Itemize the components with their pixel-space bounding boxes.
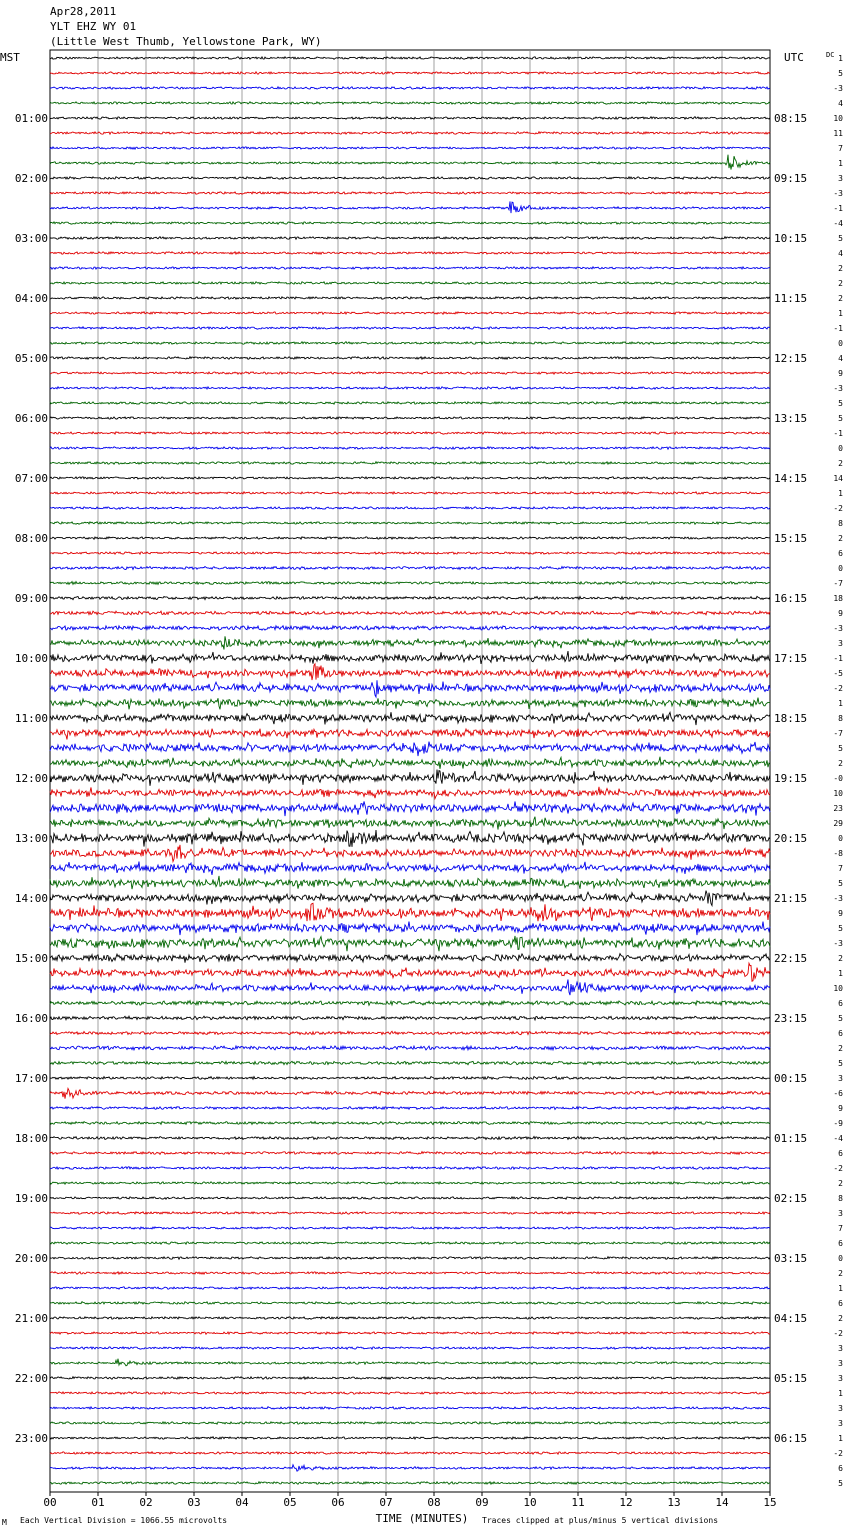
dc-offset-label: 3 bbox=[838, 1074, 843, 1083]
seismic-trace bbox=[50, 1077, 770, 1080]
seismic-trace bbox=[50, 582, 770, 585]
mst-hour-label: 05:00 bbox=[14, 352, 48, 365]
utc-hour-label: 12:15 bbox=[774, 352, 808, 365]
dc-offset-label: -6 bbox=[833, 1089, 843, 1098]
x-tick-label: 09 bbox=[475, 1496, 489, 1509]
mst-hour-label: 11:00 bbox=[14, 712, 48, 725]
seismic-trace bbox=[50, 132, 770, 135]
dc-offset-label: 5 bbox=[838, 234, 843, 243]
seismic-trace bbox=[50, 1465, 770, 1471]
mst-hour-label: 22:00 bbox=[14, 1372, 48, 1385]
seismic-trace bbox=[50, 1197, 770, 1199]
utc-hour-label: 23:15 bbox=[774, 1012, 808, 1025]
utc-hour-label: 22:15 bbox=[774, 952, 808, 965]
seismic-trace bbox=[50, 282, 770, 285]
station-location: (Little West Thumb, Yellowstone Park, WY) bbox=[50, 35, 322, 48]
dc-offset-label: -5 bbox=[833, 669, 843, 678]
seismic-trace bbox=[50, 963, 770, 981]
seismic-trace bbox=[50, 522, 770, 525]
seismic-trace bbox=[50, 936, 770, 951]
x-tick-label: 04 bbox=[235, 1496, 249, 1509]
plot-date: Apr28,2011 bbox=[50, 5, 117, 18]
scale-note: Each Vertical Division = 1066.55 microvolts bbox=[20, 1516, 228, 1525]
dc-offset-label: 1 bbox=[838, 1389, 843, 1398]
dc-offset-label: -1 bbox=[833, 324, 843, 333]
seismic-trace bbox=[50, 87, 770, 89]
dc-label: DC bbox=[826, 51, 835, 59]
mst-hour-label: 09:00 bbox=[14, 592, 48, 605]
mst-hour-label: 08:00 bbox=[14, 532, 48, 545]
seismic-trace bbox=[50, 1332, 770, 1335]
x-tick-label: 07 bbox=[379, 1496, 393, 1509]
seismic-trace bbox=[50, 237, 770, 240]
seismic-trace bbox=[50, 953, 770, 962]
seismic-trace bbox=[50, 1407, 770, 1410]
seismic-trace bbox=[50, 1122, 770, 1125]
seismic-trace bbox=[50, 492, 770, 494]
dc-offset-label: -3 bbox=[833, 624, 843, 633]
utc-axis-label: UTC bbox=[784, 51, 804, 64]
dc-offset-label: 10 bbox=[833, 789, 843, 798]
plot-frame bbox=[50, 50, 770, 1492]
utc-hour-label: 04:15 bbox=[774, 1312, 808, 1325]
seismic-trace bbox=[50, 1001, 770, 1006]
seismic-trace bbox=[50, 1167, 770, 1170]
utc-hour-label: 14:15 bbox=[774, 472, 808, 485]
seismic-trace bbox=[50, 1016, 770, 1020]
mst-hour-label: 03:00 bbox=[14, 232, 48, 245]
dc-offset-label: 9 bbox=[838, 909, 843, 918]
dc-offset-label: 2 bbox=[838, 294, 843, 303]
dc-offset-label: -2 bbox=[833, 1449, 843, 1458]
dc-offset-label: -9 bbox=[833, 1119, 843, 1128]
seismic-trace bbox=[50, 636, 770, 649]
dc-offset-label: 4 bbox=[838, 354, 843, 363]
seismic-trace bbox=[50, 862, 770, 875]
x-tick-label: 03 bbox=[187, 1496, 201, 1509]
dc-offset-label: 2 bbox=[838, 759, 843, 768]
dc-offset-label: 10 bbox=[833, 114, 843, 123]
dc-offset-label: 5 bbox=[838, 1059, 843, 1068]
mst-hour-label: 16:00 bbox=[14, 1012, 48, 1025]
seismic-trace bbox=[50, 1287, 770, 1289]
x-tick-label: 08 bbox=[427, 1496, 441, 1509]
utc-hour-label: 15:15 bbox=[774, 532, 808, 545]
seismic-trace bbox=[50, 729, 770, 740]
dc-offset-label: 6 bbox=[838, 1029, 843, 1038]
dc-offset-label: 9 bbox=[838, 369, 843, 378]
dc-offset-label: 4 bbox=[838, 249, 843, 258]
dc-offset-label: 5 bbox=[838, 1479, 843, 1488]
utc-hour-label: 00:15 bbox=[774, 1072, 808, 1085]
seismic-trace bbox=[50, 417, 770, 420]
dc-offset-label: 14 bbox=[833, 474, 843, 483]
mst-hour-label: 17:00 bbox=[14, 1072, 48, 1085]
dc-offset-label: 11 bbox=[833, 129, 843, 138]
seismic-trace bbox=[50, 297, 770, 299]
dc-offset-label: 5 bbox=[838, 924, 843, 933]
seismic-trace bbox=[50, 1452, 770, 1454]
dc-offset-label: 6 bbox=[838, 549, 843, 558]
seismic-trace bbox=[50, 312, 770, 315]
seismic-trace bbox=[50, 1107, 770, 1110]
seismic-trace bbox=[50, 537, 770, 540]
seismic-trace bbox=[50, 252, 770, 254]
seismic-trace bbox=[50, 1257, 770, 1260]
dc-offset-label: 5 bbox=[838, 879, 843, 888]
dc-offset-label: -8 bbox=[833, 849, 843, 858]
dc-offset-label: 6 bbox=[838, 1239, 843, 1248]
dc-offset-label: -3 bbox=[833, 894, 843, 903]
mst-hour-label: 18:00 bbox=[14, 1132, 48, 1145]
seismic-trace bbox=[50, 372, 770, 374]
dc-offset-label: 0 bbox=[838, 444, 843, 453]
seismic-trace bbox=[50, 1347, 770, 1349]
seismic-trace bbox=[50, 596, 770, 599]
seismic-trace bbox=[50, 102, 770, 104]
seismic-trace bbox=[50, 387, 770, 390]
x-tick-label: 06 bbox=[331, 1496, 345, 1509]
seismic-trace bbox=[50, 817, 770, 830]
dc-offset-label: 0 bbox=[838, 564, 843, 573]
x-tick-label: 00 bbox=[43, 1496, 57, 1509]
seismic-trace bbox=[50, 1302, 770, 1305]
seismic-trace bbox=[50, 903, 770, 921]
dc-offset-label: -1 bbox=[833, 429, 843, 438]
dc-offset-label: -3 bbox=[833, 384, 843, 393]
dc-offset-label: -2 bbox=[833, 684, 843, 693]
dc-offset-label: 3 bbox=[838, 174, 843, 183]
dc-offset-label: 1 bbox=[838, 309, 843, 318]
seismic-trace bbox=[50, 552, 770, 555]
seismic-trace bbox=[50, 922, 770, 936]
mst-hour-label: 19:00 bbox=[14, 1192, 48, 1205]
seismic-trace bbox=[50, 1227, 770, 1230]
dc-offset-label: 6 bbox=[838, 999, 843, 1008]
x-tick-label: 10 bbox=[523, 1496, 537, 1509]
dc-offset-label: 1 bbox=[838, 1284, 843, 1293]
mst-hour-label: 21:00 bbox=[14, 1312, 48, 1325]
dc-offset-label: -3 bbox=[833, 939, 843, 948]
seismic-trace bbox=[50, 801, 770, 816]
dc-offset-label: 3 bbox=[838, 1209, 843, 1218]
x-tick-label: 12 bbox=[619, 1496, 633, 1509]
dc-offset-label: 2 bbox=[838, 534, 843, 543]
mst-hour-label: 07:00 bbox=[14, 472, 48, 485]
dc-offset-label: 5 bbox=[838, 414, 843, 423]
dc-offset-label: 7 bbox=[838, 864, 843, 873]
seismic-trace bbox=[50, 698, 770, 710]
corner-mark: M bbox=[2, 1518, 7, 1527]
utc-hour-label: 03:15 bbox=[774, 1252, 808, 1265]
dc-offset-label: 5 bbox=[838, 744, 843, 753]
x-tick-label: 13 bbox=[667, 1496, 681, 1509]
seismic-trace bbox=[50, 192, 770, 195]
dc-offset-label: 3 bbox=[838, 1404, 843, 1413]
seismic-trace bbox=[50, 342, 770, 345]
seismic-trace bbox=[50, 611, 770, 615]
dc-offset-label: -2 bbox=[833, 1164, 843, 1173]
seismic-trace bbox=[50, 830, 770, 847]
seismic-trace bbox=[50, 402, 770, 404]
utc-hour-label: 20:15 bbox=[774, 832, 808, 845]
mst-hour-label: 06:00 bbox=[14, 412, 48, 425]
mst-axis-label: MST bbox=[0, 51, 20, 64]
utc-hour-label: 18:15 bbox=[774, 712, 808, 725]
seismic-trace bbox=[50, 876, 770, 889]
mst-hour-label: 13:00 bbox=[14, 832, 48, 845]
seismic-trace bbox=[50, 770, 770, 786]
x-tick-label: 02 bbox=[139, 1496, 153, 1509]
seismic-trace bbox=[50, 477, 770, 479]
x-tick-label: 15 bbox=[763, 1496, 777, 1509]
dc-offset-label: 0 bbox=[838, 1254, 843, 1263]
seismic-trace bbox=[50, 567, 770, 570]
dc-offset-label: 1 bbox=[838, 1434, 843, 1443]
dc-offset-label: 1 bbox=[838, 489, 843, 498]
dc-offset-label: 1 bbox=[838, 699, 843, 708]
seismic-trace bbox=[50, 117, 770, 120]
mst-hour-label: 14:00 bbox=[14, 892, 48, 905]
seismic-trace bbox=[50, 626, 770, 631]
seismic-trace bbox=[50, 845, 770, 862]
dc-offset-label: 0 bbox=[838, 834, 843, 843]
dc-offset-label: -7 bbox=[833, 729, 843, 738]
x-tick-label: 05 bbox=[283, 1496, 297, 1509]
seismic-trace bbox=[50, 177, 770, 179]
mst-hour-label: 12:00 bbox=[14, 772, 48, 785]
dc-offset-label: -3 bbox=[833, 189, 843, 198]
seismic-trace bbox=[50, 447, 770, 450]
seismic-trace bbox=[50, 742, 770, 757]
seismic-trace bbox=[50, 1031, 770, 1034]
dc-offset-label: 18 bbox=[833, 594, 843, 603]
dc-offset-label: 5 bbox=[838, 1014, 843, 1023]
utc-hour-label: 21:15 bbox=[774, 892, 808, 905]
seismic-trace bbox=[50, 155, 770, 170]
x-tick-label: 11 bbox=[571, 1496, 585, 1509]
dc-offset-label: 9 bbox=[838, 1104, 843, 1113]
seismic-trace bbox=[50, 327, 770, 329]
seismic-trace bbox=[50, 1272, 770, 1274]
seismic-trace bbox=[50, 651, 770, 664]
dc-offset-label: 1 bbox=[838, 54, 843, 63]
seismic-trace bbox=[50, 507, 770, 509]
dc-offset-label: -7 bbox=[833, 579, 843, 588]
dc-offset-label: -0 bbox=[833, 774, 843, 783]
mst-hour-label: 20:00 bbox=[14, 1252, 48, 1265]
utc-hour-label: 13:15 bbox=[774, 412, 808, 425]
seismic-trace bbox=[50, 1482, 770, 1485]
dc-offset-label: 2 bbox=[838, 1269, 843, 1278]
seismic-trace bbox=[50, 57, 770, 60]
seismic-trace bbox=[50, 267, 770, 269]
utc-hour-label: 19:15 bbox=[774, 772, 808, 785]
dc-offset-label: -3 bbox=[833, 84, 843, 93]
dc-offset-label: 2 bbox=[838, 1179, 843, 1188]
dc-offset-label: 3 bbox=[838, 1359, 843, 1368]
dc-offset-label: 3 bbox=[838, 639, 843, 648]
dc-offset-label: 2 bbox=[838, 1044, 843, 1053]
seismic-trace bbox=[50, 980, 770, 996]
dc-offset-label: -1 bbox=[833, 204, 843, 213]
dc-offset-label: 3 bbox=[838, 1374, 843, 1383]
dc-offset-label: 4 bbox=[838, 99, 843, 108]
dc-offset-label: 3 bbox=[838, 1344, 843, 1353]
dc-offset-label: 8 bbox=[838, 519, 843, 528]
seismic-trace bbox=[50, 787, 770, 799]
clip-note: Traces clipped at plus/minus 5 vertical divisions bbox=[482, 1516, 719, 1525]
dc-offset-label: 5 bbox=[838, 69, 843, 78]
dc-offset-label: 2 bbox=[838, 1314, 843, 1323]
x-axis-title: TIME (MINUTES) bbox=[375, 1512, 469, 1525]
dc-offset-label: -1 bbox=[833, 654, 843, 663]
dc-offset-label: 2 bbox=[838, 954, 843, 963]
mst-hour-label: 15:00 bbox=[14, 952, 48, 965]
dc-offset-label: 6 bbox=[838, 1464, 843, 1473]
dc-offset-label: 3 bbox=[838, 1419, 843, 1428]
seismic-trace bbox=[50, 1422, 770, 1424]
dc-offset-label: 2 bbox=[838, 459, 843, 468]
utc-hour-label: 05:15 bbox=[774, 1372, 808, 1385]
dc-offset-label: 2 bbox=[838, 264, 843, 273]
utc-hour-label: 11:15 bbox=[774, 292, 808, 305]
dc-offset-label: 8 bbox=[838, 1194, 843, 1203]
station-code: YLT EHZ WY 01 bbox=[50, 20, 137, 33]
dc-offset-label: 23 bbox=[833, 804, 843, 813]
dc-offset-label: 7 bbox=[838, 1224, 843, 1233]
seismic-trace bbox=[50, 222, 770, 224]
dc-offset-label: 29 bbox=[833, 819, 843, 828]
dc-offset-label: 0 bbox=[838, 339, 843, 348]
utc-hour-label: 08:15 bbox=[774, 112, 808, 125]
dc-offset-label: 6 bbox=[838, 1299, 843, 1308]
x-tick-label: 01 bbox=[91, 1496, 105, 1509]
seismic-trace bbox=[50, 1377, 770, 1380]
utc-hour-label: 01:15 bbox=[774, 1132, 808, 1145]
dc-offset-label: 5 bbox=[838, 399, 843, 408]
seismic-trace bbox=[50, 1137, 770, 1140]
dc-offset-label: 6 bbox=[838, 1149, 843, 1158]
seismic-trace bbox=[50, 1317, 770, 1320]
dc-offset-label: 1 bbox=[838, 969, 843, 978]
dc-offset-label: -4 bbox=[833, 219, 843, 228]
seismic-trace bbox=[50, 72, 770, 75]
seismic-trace bbox=[50, 147, 770, 149]
utc-hour-label: 16:15 bbox=[774, 592, 808, 605]
mst-hour-label: 04:00 bbox=[14, 292, 48, 305]
utc-hour-label: 09:15 bbox=[774, 172, 808, 185]
seismic-trace bbox=[50, 1359, 770, 1366]
seismic-trace bbox=[50, 1392, 770, 1394]
seismic-trace bbox=[50, 1182, 770, 1185]
seismic-trace bbox=[50, 1152, 770, 1155]
seismic-trace bbox=[50, 357, 770, 360]
dc-offset-label: 9 bbox=[838, 609, 843, 618]
seismic-trace bbox=[50, 680, 770, 697]
x-tick-label: 14 bbox=[715, 1496, 729, 1509]
seismic-trace bbox=[50, 201, 770, 213]
dc-offset-label: 1 bbox=[838, 159, 843, 168]
seismic-trace bbox=[50, 432, 770, 434]
dc-offset-label: 2 bbox=[838, 279, 843, 288]
mst-hour-label: 01:00 bbox=[14, 112, 48, 125]
seismic-trace bbox=[50, 462, 770, 465]
seismic-trace bbox=[50, 1088, 770, 1098]
seismic-trace bbox=[50, 1242, 770, 1245]
dc-offset-label: -2 bbox=[833, 1329, 843, 1338]
seismic-trace bbox=[50, 712, 770, 725]
dc-offset-label: 10 bbox=[833, 984, 843, 993]
seismic-trace bbox=[50, 1437, 770, 1440]
seismic-trace bbox=[50, 1046, 770, 1050]
utc-hour-label: 02:15 bbox=[774, 1192, 808, 1205]
seismic-trace bbox=[50, 1212, 770, 1215]
seismic-trace bbox=[50, 664, 770, 680]
seismic-trace bbox=[50, 891, 770, 906]
mst-hour-label: 23:00 bbox=[14, 1432, 48, 1445]
dc-offset-label: 8 bbox=[838, 714, 843, 723]
mst-hour-label: 10:00 bbox=[14, 652, 48, 665]
utc-hour-label: 10:15 bbox=[774, 232, 808, 245]
seismic-trace bbox=[50, 1061, 770, 1064]
dc-offset-label: -2 bbox=[833, 504, 843, 513]
dc-offset-label: -4 bbox=[833, 1134, 843, 1143]
seismic-trace bbox=[50, 757, 770, 769]
dc-offset-label: 7 bbox=[838, 144, 843, 153]
utc-hour-label: 06:15 bbox=[774, 1432, 808, 1445]
mst-hour-label: 02:00 bbox=[14, 172, 48, 185]
utc-hour-label: 17:15 bbox=[774, 652, 808, 665]
